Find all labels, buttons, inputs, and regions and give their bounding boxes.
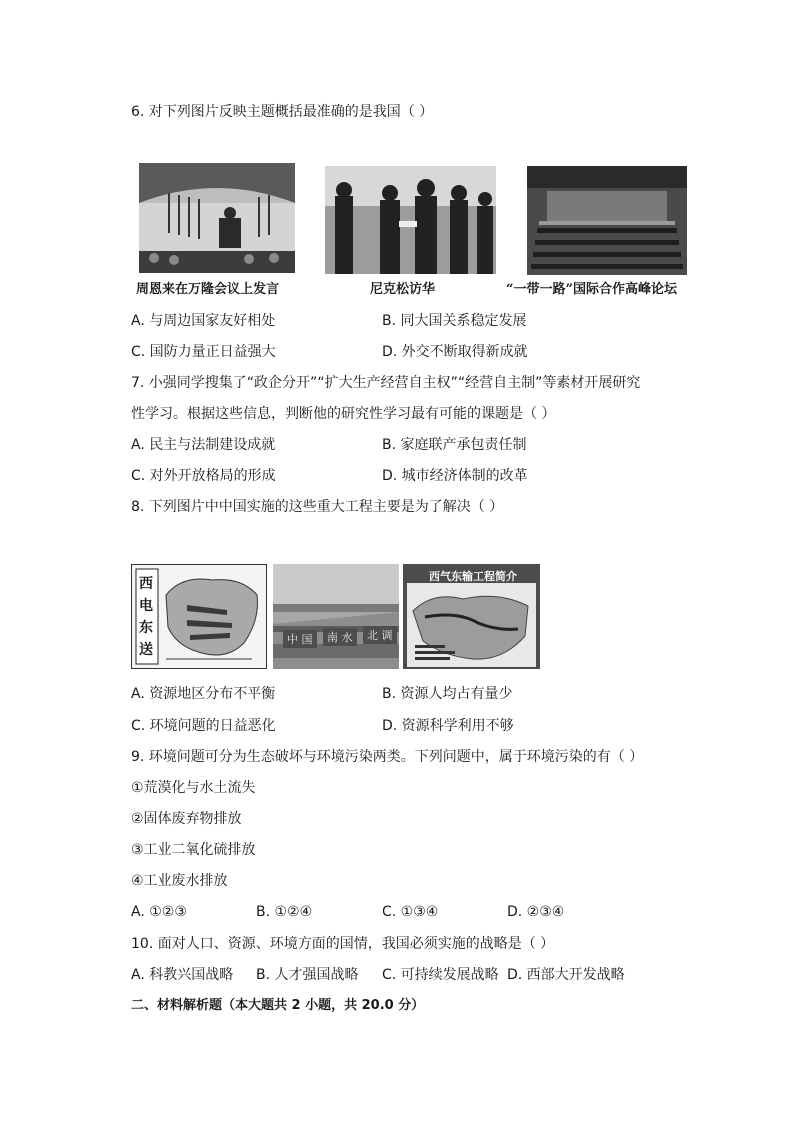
q8-option-d[interactable]: D. 资源科学利用不够: [382, 718, 514, 734]
q6-stem: 6. 对下列图片反映主题概括最准确的是我国（ ）: [131, 104, 434, 120]
map1-label-4: 送: [139, 642, 153, 658]
map1-label-1: 西: [139, 576, 153, 592]
q7-option-c[interactable]: C. 对外开放格局的形成: [131, 468, 276, 484]
q10-option-a[interactable]: A. 科教兴国战略: [131, 967, 234, 983]
q6-option-c[interactable]: C. 国防力量正日益强大: [131, 344, 276, 360]
q7-stem-line1: 7. 小强同学搜集了“政企分开”“扩大生产经营自主权”“经营自主制”等素材开展研究: [131, 375, 641, 391]
q7-stem-line2: 性学习。根据这些信息，判断他的研究性学习最有可能的课题是（ ）: [131, 406, 556, 422]
photo-nixon-visit: [325, 166, 496, 274]
map3-title: 西气东输工程简介: [429, 570, 517, 583]
map-west-east-power: [131, 564, 267, 669]
section2-heading: 二、材料解析题（本大题共 2 小题，共 20.0 分）: [131, 998, 425, 1013]
q8-option-c[interactable]: C. 环境问题的日益恶化: [131, 718, 276, 734]
q8-option-a[interactable]: A. 资源地区分布不平衡: [131, 686, 276, 702]
map-west-east-gas: [403, 564, 540, 669]
q9-option-c[interactable]: C. ①③④: [382, 904, 439, 920]
q8-stem: 8. 下列图片中中国实施的这些重大工程主要是为了解决（ ）: [131, 499, 504, 515]
q9-option-a[interactable]: A. ①②③: [131, 904, 187, 920]
q10-stem: 10. 面对人口、资源、环境方面的国情，我国必须实施的战略是（ ）: [131, 936, 555, 952]
q8-option-b[interactable]: B. 资源人均占有量少: [382, 686, 513, 702]
q9-item-3: ③工业二氧化硫排放: [131, 842, 256, 858]
q6-option-d[interactable]: D. 外交不断取得新成就: [382, 344, 528, 360]
caption-bandung: 周恩来在万隆会议上发言: [136, 282, 280, 297]
q10-option-c[interactable]: C. 可持续发展战略: [382, 967, 499, 983]
q9-item-2: ②固体废弃物排放: [131, 811, 242, 827]
bridge-sign-3: 北 调: [363, 626, 397, 644]
q6-option-a[interactable]: A. 与周边国家友好相处: [131, 313, 276, 329]
caption-belt-road: “一带一路”国际合作高峰论坛: [506, 282, 677, 297]
q9-item-4: ④工业废水排放: [131, 873, 228, 889]
q7-option-a[interactable]: A. 民主与法制建设成就: [131, 437, 276, 453]
photo-bandung-conference: [139, 163, 295, 273]
q10-option-b[interactable]: B. 人才强国战略: [256, 967, 359, 983]
q6-option-b[interactable]: B. 同大国关系稳定发展: [382, 313, 527, 329]
q9-stem: 9. 环境问题可分为生态破坏与环境污染两类。下列问题中，属于环境污染的有（ ）: [131, 749, 644, 765]
bridge-sign-1: 中 国: [283, 630, 317, 648]
q7-option-b[interactable]: B. 家庭联产承包责任制: [382, 437, 527, 453]
q9-option-d[interactable]: D. ②③④: [507, 904, 565, 920]
q10-option-d[interactable]: D. 西部大开发战略: [507, 967, 625, 983]
photo-south-north-water: [273, 564, 399, 669]
q9-option-b[interactable]: B. ①②④: [256, 904, 313, 920]
q9-item-1: ①荒漠化与水土流失: [131, 780, 256, 796]
map1-label-3: 东: [139, 620, 153, 636]
bridge-sign-2: 南 水: [323, 628, 357, 646]
q7-option-d[interactable]: D. 城市经济体制的改革: [382, 468, 528, 484]
photo-belt-road-forum: [527, 166, 687, 275]
caption-nixon: 尼克松访华: [370, 282, 436, 297]
map1-label-2: 电: [139, 598, 153, 614]
